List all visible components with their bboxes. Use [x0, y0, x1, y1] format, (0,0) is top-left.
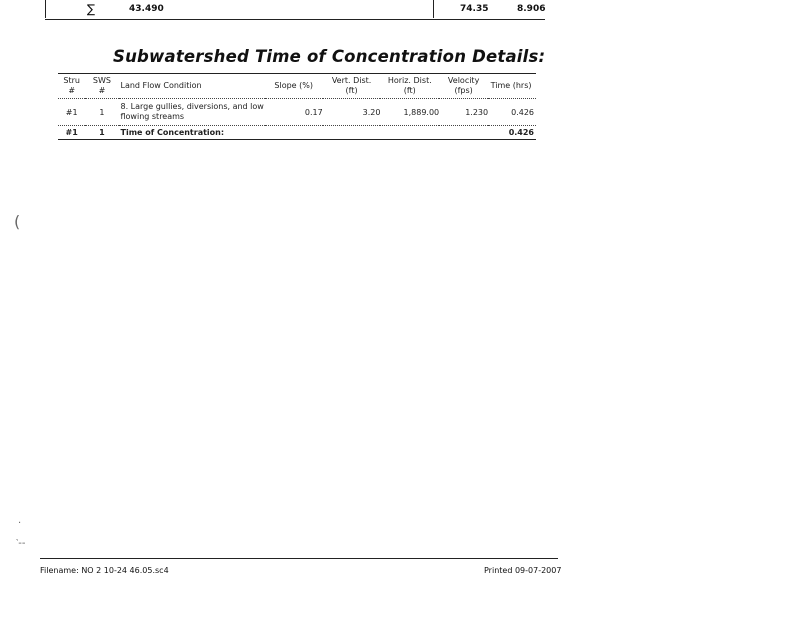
summary-value-2: 8.906 [517, 4, 546, 14]
scan-artifact-mark: · [18, 518, 22, 529]
table-row [58, 99, 536, 126]
header-land-flow-condition: Land Flow Condition [120, 81, 202, 90]
header-slope: Slope (%) [274, 81, 313, 90]
header-vertical-distance: Vert. Dist. (ft) [331, 76, 372, 95]
sum-symbol: ∑ [87, 2, 96, 16]
row-vertical-distance: 3.20 [362, 107, 381, 117]
header-time: Time (hrs) [490, 81, 532, 90]
summary-area: 43.490 [129, 4, 164, 14]
time-of-concentration-table [58, 73, 536, 140]
footer-divider [40, 558, 558, 559]
row-subwatershed: 1 [99, 107, 105, 117]
header-horizontal-distance: Horiz. Dist. (ft) [387, 76, 432, 95]
total-time: 0.426 [508, 128, 534, 137]
total-structure: #1 [65, 128, 78, 137]
row-structure: #1 [65, 107, 78, 117]
page-title: Subwatershed Time of Concentration Details: [113, 47, 546, 66]
row-slope: 0.17 [304, 107, 323, 117]
table-total-row [58, 126, 536, 140]
row-land-flow-condition: 8. Large gullies, diversions, and low flowing streams [120, 102, 264, 121]
summary-bottom-border [45, 19, 545, 20]
header-velocity: Velocity (fps) [447, 76, 480, 95]
scan-artifact-mark: ‵-- [16, 538, 26, 549]
scan-artifact-mark: ( [14, 212, 21, 231]
summary-row [45, 0, 545, 22]
row-time: 0.426 [511, 107, 534, 117]
total-label: Time of Concentration: [120, 128, 225, 137]
summary-value-1: 74.35 [460, 4, 489, 14]
footer-filename: Filename: NO 2 10-24 46.05.sc4 [40, 566, 169, 575]
row-velocity: 1.230 [465, 107, 489, 117]
summary-left-border [45, 0, 46, 18]
header-subwatershed: SWS # [92, 76, 111, 95]
total-subwatershed: 1 [99, 128, 105, 137]
row-horizontal-distance: 1,889.00 [403, 107, 440, 117]
table-header-row [58, 74, 536, 99]
header-structure: Stru # [63, 76, 80, 95]
footer-printed-date: Printed 09-07-2007 [484, 566, 562, 575]
summary-column-divider [433, 0, 434, 18]
